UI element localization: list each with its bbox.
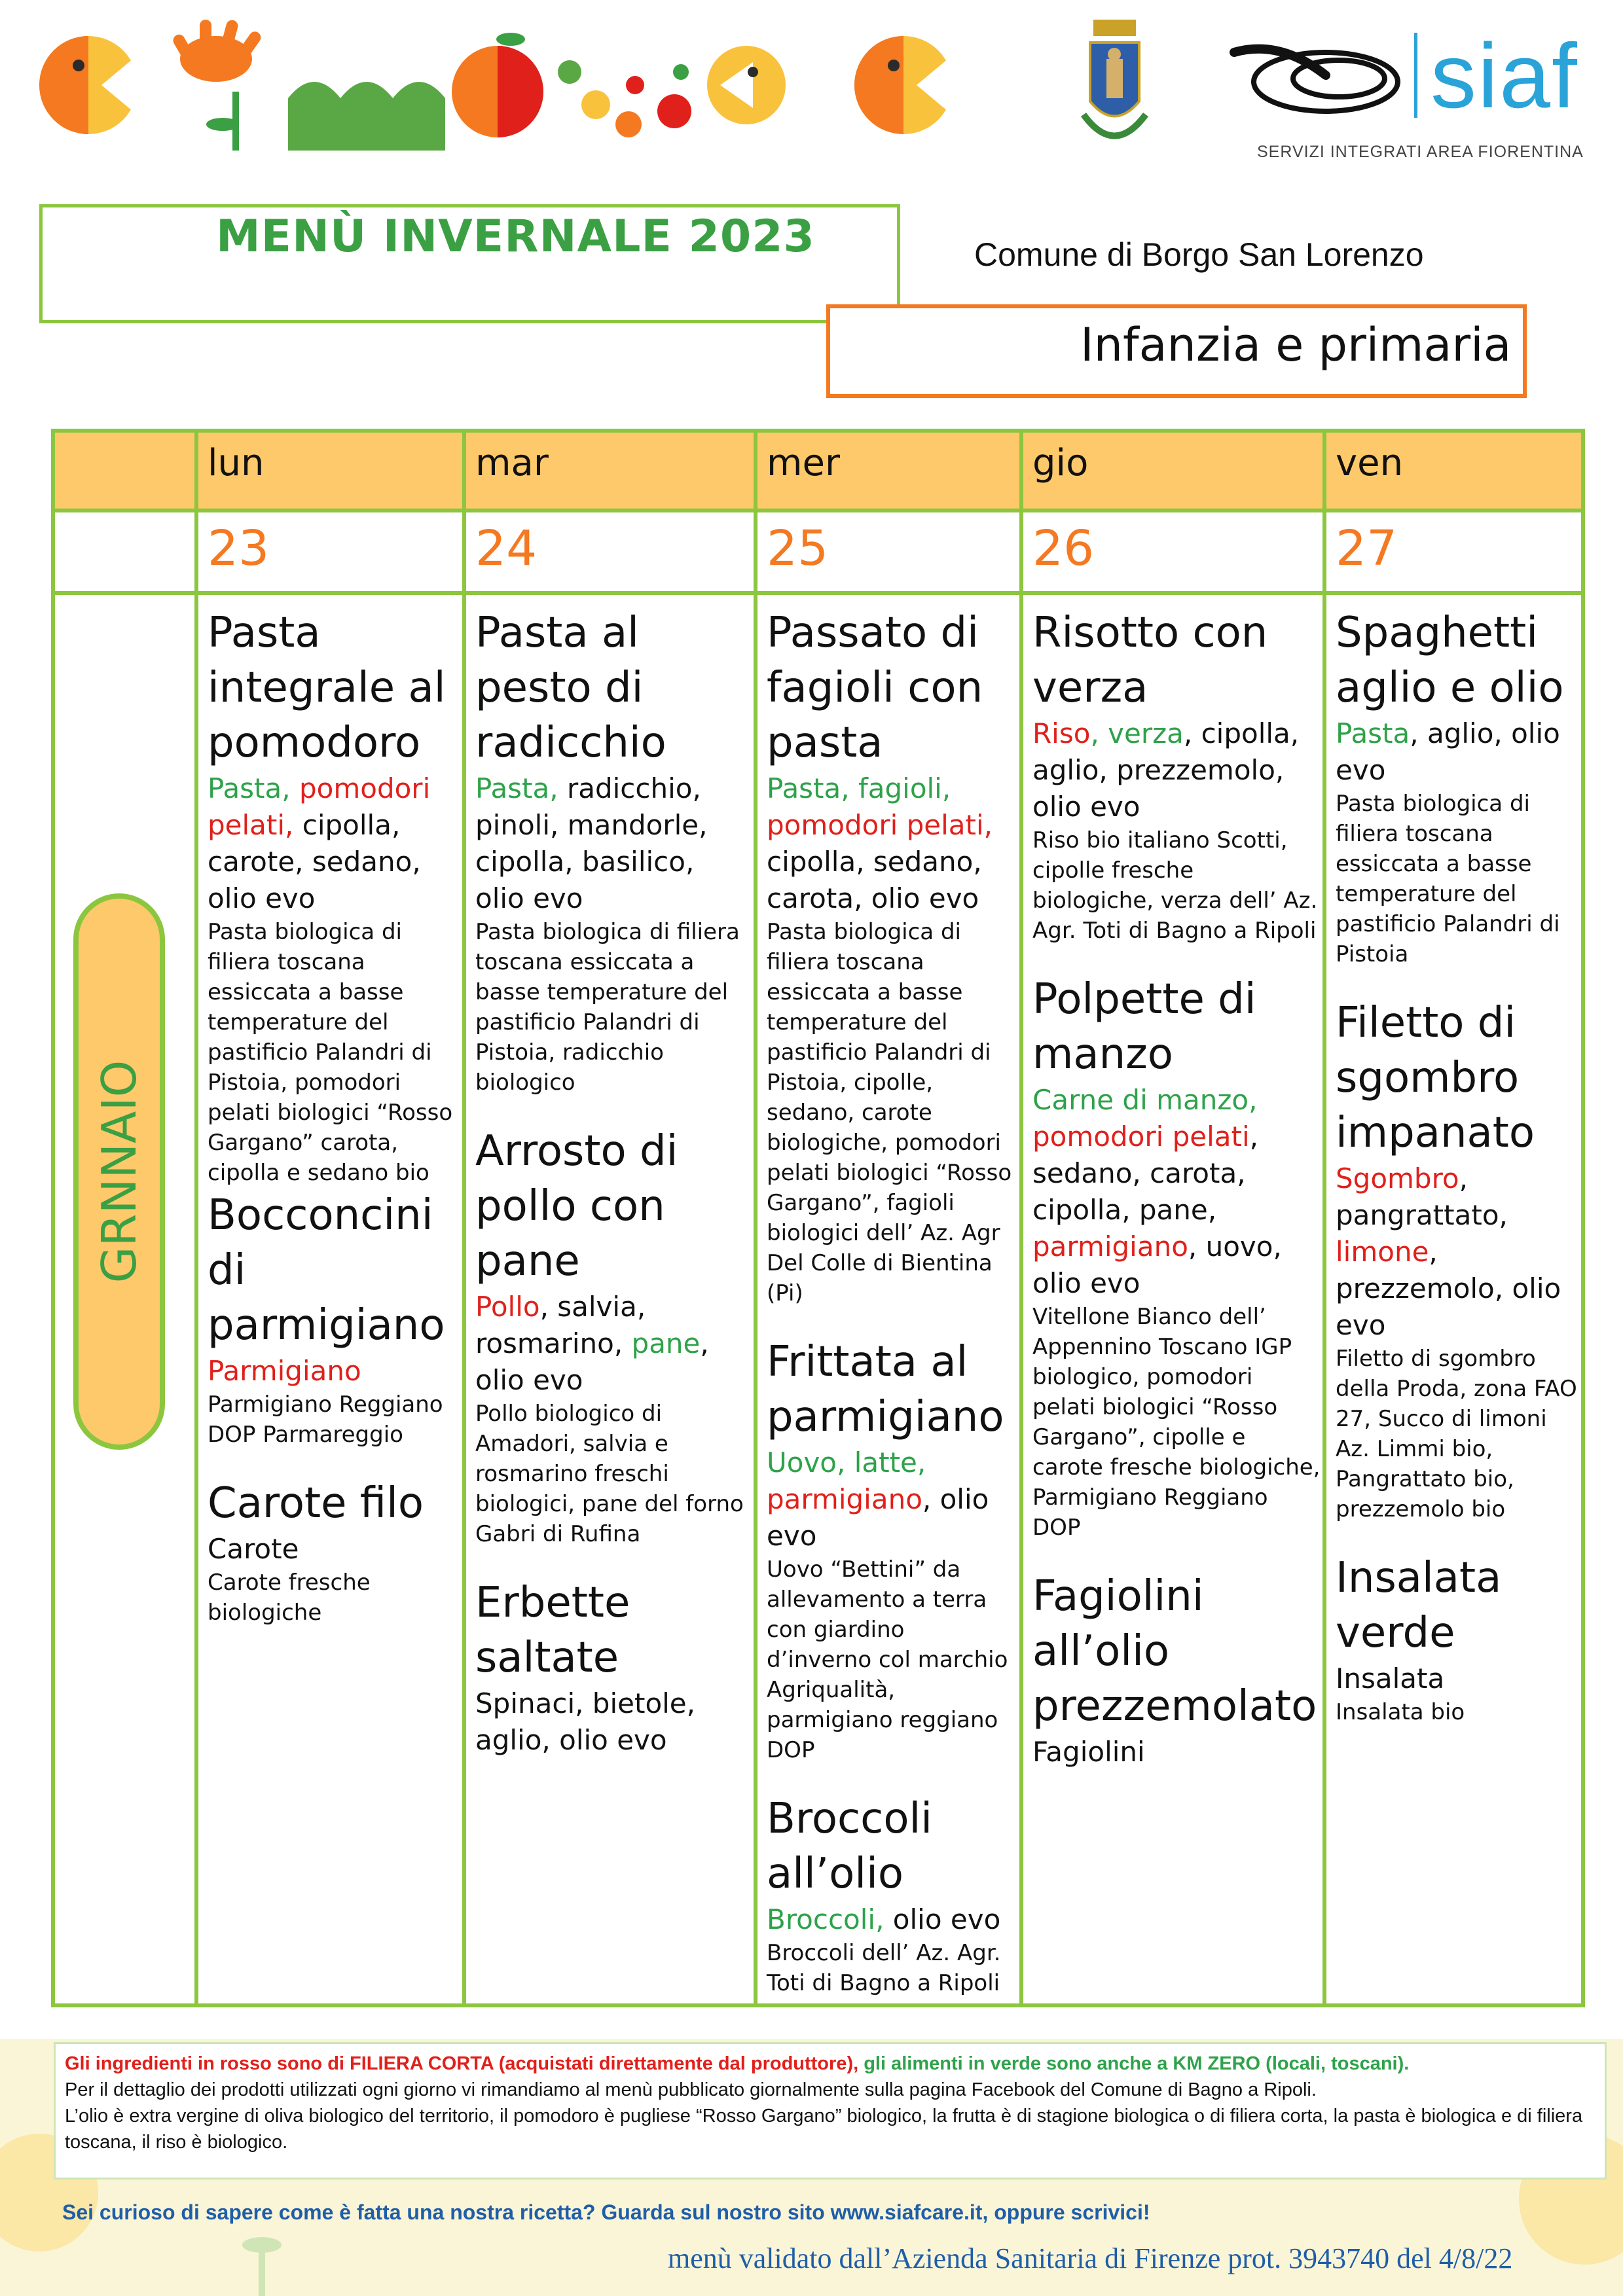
footer-note: L’olio è extra vergine di oliva biologico del territorio, il pomodoro è pugliese “Rosso Gargano” biologico, la frutta è di stagione biologica o di filiera corta, la pasta è biologica e di filiera toscana, il riso è biologico. — [65, 2106, 1583, 2153]
menu-column-mer — [767, 605, 1015, 1998]
dish-ingredients: Pasta, aglio, olio evo — [1336, 717, 1560, 786]
dish-ingredients: Pasta, pomodori pelati, cipolla, carote, sedano, olio evo — [208, 772, 431, 914]
coat-of-arms-logo — [1077, 16, 1152, 157]
dish-ingredients: Fagiolini — [1032, 1736, 1145, 1768]
page-subtitle: Infanzia e primaria — [1080, 318, 1512, 372]
dish-notes: Broccoli dell’ Az. Agr. Toti di Bagno a Ripoli — [767, 1940, 1001, 1996]
footer-notes-box — [54, 2042, 1607, 2179]
dish-ingredients: Pollo, salvia, rosmarino, pane, olio evo — [475, 1291, 709, 1396]
page-title: MENÙ INVERNALE 2023 — [216, 211, 815, 262]
dish-name: Bocconcini di parmigiano — [208, 1191, 445, 1350]
dish-name: Erbette saltate — [475, 1579, 630, 1682]
day-header: mer — [767, 442, 841, 484]
day-header: ven — [1336, 442, 1404, 484]
dish-name: Arrosto di pollo con pane — [475, 1127, 678, 1285]
dish-notes: Pasta biologica di filiera toscana essiccata a basse temperature del pastificio Palandri di Pistoia, radicchio biologico — [475, 919, 740, 1096]
month-label-pill — [73, 893, 165, 1450]
table-divider — [53, 509, 1583, 512]
dish-name: Risotto con verza — [1032, 609, 1268, 712]
dish-name: Pasta integrale al pomodoro — [208, 609, 446, 767]
footer-legend: Gli ingredienti in rosso sono di FILIERA CORTA (acquistati direttamente dal produttore), gli alimenti in verde sono anche a KM ZERO (locali, toscani). — [65, 2053, 1410, 2074]
dish-notes: Parmigiano Reggiano DOP Parmareggio — [208, 1391, 443, 1448]
menu-column-lun — [208, 605, 453, 1628]
menu-column-ven — [1336, 605, 1578, 1727]
date-number: 23 — [208, 520, 270, 577]
day-header: gio — [1032, 442, 1089, 484]
dish-name: Filetto di sgombro impanato — [1336, 999, 1535, 1157]
menu-column-gio — [1032, 605, 1321, 1770]
dish-notes: Filetto di sgombro della Proda, zona FAO 27, Succo di limoni Az. Limmi bio, Pangrattato bio, prezzemolo bio — [1336, 1346, 1577, 1522]
dish-ingredients: Spinaci, bietole, aglio, olio evo — [475, 1687, 695, 1756]
dish-notes: Pasta biologica di filiera toscana essiccata a basse temperature del pastificio Palandri di Pistoia — [1336, 791, 1560, 967]
footer-note: Per il dettaglio dei prodotti utilizzati ogni giorno vi rimandiamo al menù pubblicato giornalmente sulla pagina Facebook del Comune di Bagno a Ripoli. — [65, 2079, 1317, 2100]
dish-notes: Vitellone Bianco dell’ Appennino Toscano IGP biologico, pomodori pelati biologici “Rosso Gargano”, cipolle e carote fresche biologiche, Parmigiano Reggiano DOP — [1032, 1304, 1321, 1541]
table-divider — [462, 431, 466, 2005]
siaf-logo-subtitle: SERVIZI INTEGRATI AREA FIORENTINA — [1257, 143, 1584, 161]
dish-notes: Carote fresche biologiche — [208, 1570, 371, 1626]
table-divider — [53, 591, 1583, 595]
month-label: GRNNAIO — [92, 1060, 147, 1283]
dish-name: Pasta al pesto di radicchio — [475, 609, 666, 767]
website-invitation: Sei curioso di sapere come è fatta una nostra ricetta? Guarda sul nostro sito www.siafcare.it, oppure scrivici! — [62, 2200, 1150, 2224]
dish-name: Spaghetti aglio e olio — [1336, 609, 1564, 712]
dish-ingredients: Carote — [208, 1533, 299, 1565]
dish-ingredients: Uovo, latte, parmigiano, olio evo — [767, 1446, 989, 1552]
table-divider — [754, 431, 757, 2005]
dish-name: Carote filo — [208, 1479, 424, 1528]
day-header: mar — [475, 442, 549, 484]
siaf-logo-word: siaf — [1431, 24, 1578, 127]
dish-ingredients: Insalata — [1336, 1662, 1445, 1695]
dish-notes: Riso bio italiano Scotti, cipolle fresche biologiche, verza dell’ Az. Agr. Toti di Bagno a Ripoli — [1032, 827, 1318, 944]
table-divider — [194, 431, 198, 2005]
dish-ingredients: Broccoli, olio evo — [767, 1903, 1001, 1935]
header-illustration — [26, 13, 962, 164]
dish-ingredients: Pasta, fagioli, pomodori pelati, cipolla, sedano, carota, olio evo — [767, 772, 993, 914]
comune-name: Comune di Borgo San Lorenzo — [974, 236, 1424, 273]
dish-name: Broccoli all’olio — [767, 1795, 933, 1898]
date-number: 24 — [475, 520, 538, 577]
dish-notes: Pasta biologica di filiera toscana essiccata a basse temperature del pastificio Palandri di Pistoia, pomodori pelati biologici “Rosso Gargano” carota, cipolla e sedano bio — [208, 919, 453, 1186]
dish-ingredients: Riso, verza, cipolla, aglio, prezzemolo, olio evo — [1032, 717, 1300, 823]
date-number: 25 — [767, 520, 829, 577]
dish-name: Passato di fagioli con pasta — [767, 609, 983, 767]
date-number: 27 — [1336, 520, 1398, 577]
table-divider — [1019, 431, 1023, 2005]
validation-note: menù validato dall’Azienda Sanitaria di Firenze prot. 3943740 del 4/8/22 — [668, 2242, 1513, 2274]
dish-ingredients: Carne di manzo, pomodori pelati, sedano, carota, cipolla, pane, parmigiano, uovo, olio evo — [1032, 1084, 1282, 1299]
dish-name: Insalata verde — [1336, 1554, 1502, 1657]
dish-notes: Insalata bio — [1336, 1699, 1465, 1725]
dish-ingredients: Sgombro, pangrattato, limone, prezzemolo, olio evo — [1336, 1162, 1561, 1341]
dish-ingredients: Parmigiano — [208, 1355, 361, 1387]
table-divider — [1322, 431, 1326, 2005]
dish-notes: Uovo “Bettini” da allevamento a terra con giardino d’inverno col marchio Agriqualità, parmigiano reggiano DOP — [767, 1556, 1008, 1763]
dish-name: Polpette di manzo — [1032, 975, 1256, 1079]
siaf-logo-mark — [1228, 26, 1424, 124]
day-header: lun — [208, 442, 264, 484]
dish-ingredients: Pasta, radicchio, pinoli, mandorle, cipolla, basilico, olio evo — [475, 772, 708, 914]
date-number: 26 — [1032, 520, 1095, 577]
dish-name: Fagiolini all’olio prezzemolato — [1032, 1572, 1317, 1731]
menu-column-mar — [475, 605, 747, 1759]
dish-notes: Pasta biologica di filiera toscana essiccata a basse temperature del pastificio Palandri di Pistoia, cipolle, sedano, carote biologiche, pomodori pelati biologici “Rosso Gargano”, fagioli biologici dell’ Az. Agr Del Colle di Bientina (Pi) — [767, 919, 1012, 1306]
dish-name: Frittata al parmigiano — [767, 1338, 1004, 1441]
dish-notes: Pollo biologico di Amadori, salvia e rosmarino freschi biologici, pane del forno Gabri di Rufina — [475, 1401, 744, 1547]
